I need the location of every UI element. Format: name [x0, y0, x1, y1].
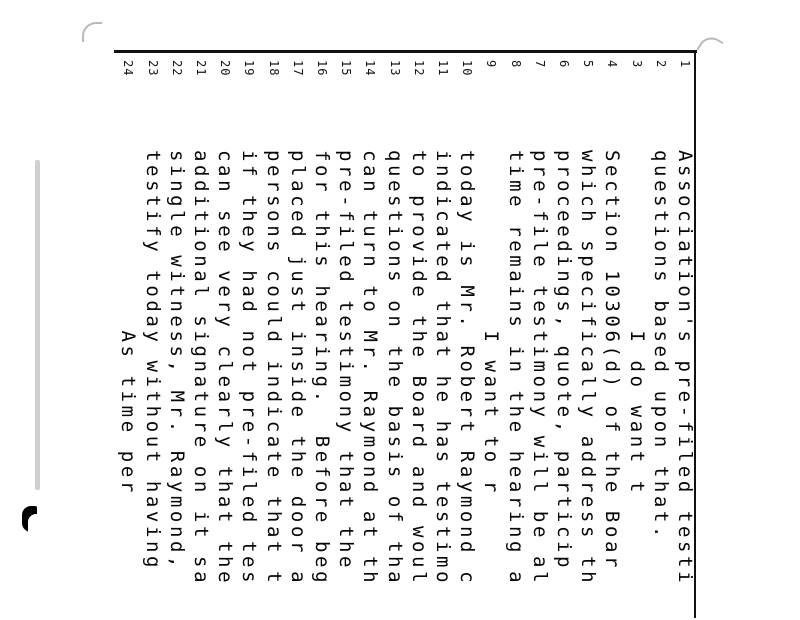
line-number: 17 [290, 60, 305, 77]
line-text: questions based upon that. [649, 150, 672, 542]
line-text: today is Mr. Robert Raymond c [456, 150, 479, 587]
line-number: 20 [218, 60, 233, 77]
line-text: I want to r [480, 150, 503, 496]
scan-edge-shadow [35, 160, 40, 490]
binder-corner-mark-left [82, 22, 102, 42]
line-number: 19 [242, 60, 257, 77]
line-text: single witness, Mr. Raymond, [165, 150, 188, 572]
line-number: 4 [605, 60, 620, 69]
line-text: additional signature on it sa [190, 150, 212, 587]
line-text: to provide the Board and woul [407, 150, 430, 587]
line-number: 15 [339, 60, 354, 77]
line-text: As time per [117, 150, 140, 496]
line-number: 7 [532, 60, 547, 69]
line-number: 5 [581, 60, 596, 69]
binder-corner-mark-right [696, 32, 723, 59]
line-number: 18 [266, 60, 281, 77]
line-number: 6 [557, 60, 571, 69]
line-text: time remains in the hearing a [504, 150, 527, 587]
line-number: 22 [169, 60, 184, 77]
line-number: 10 [460, 60, 475, 77]
line-number: 14 [363, 60, 378, 77]
line-number: 13 [387, 60, 402, 77]
line-number: 3 [629, 60, 644, 69]
transcript-page [96, 60, 696, 620]
line-text: indicated that he has testimo [432, 150, 454, 587]
line-text: pre-filed testimony that the [335, 150, 358, 572]
line-number: 9 [484, 60, 499, 69]
line-text: questions on the basis of tha [383, 150, 406, 587]
line-number: 2 [653, 60, 668, 69]
line-text: for this hearing. Before beg [311, 150, 333, 587]
line-number: 8 [508, 60, 523, 69]
line-text: proceedings, quote, particip [553, 150, 575, 572]
line-text: placed just inside the door a [286, 150, 309, 587]
line-number: 11 [436, 60, 450, 77]
line-text: if they had not pre-filed tes [238, 150, 261, 587]
line-text: Section 10306(d) of the Boar [601, 150, 624, 572]
line-text: I do want t [625, 150, 648, 496]
line-text: testify today without having [141, 150, 164, 572]
page-top-edge [114, 50, 697, 53]
line-text: Association's pre-filed testi [674, 150, 696, 587]
line-text: pre-file testimony will be al [528, 150, 551, 587]
line-number: 16 [315, 60, 329, 77]
line-number: 23 [145, 60, 160, 77]
line-number: 1 [678, 60, 692, 69]
punch-hole-icon [22, 506, 37, 532]
line-text: which specifically address th [577, 150, 600, 587]
line-text: can see very clearly that the [214, 150, 237, 587]
line-text: can turn to Mr. Raymond at th [359, 150, 382, 587]
line-number: 12 [411, 60, 426, 77]
line-number: 24 [121, 60, 136, 77]
line-number: 21 [194, 60, 208, 77]
line-text: persons could indicate that t [262, 150, 285, 587]
